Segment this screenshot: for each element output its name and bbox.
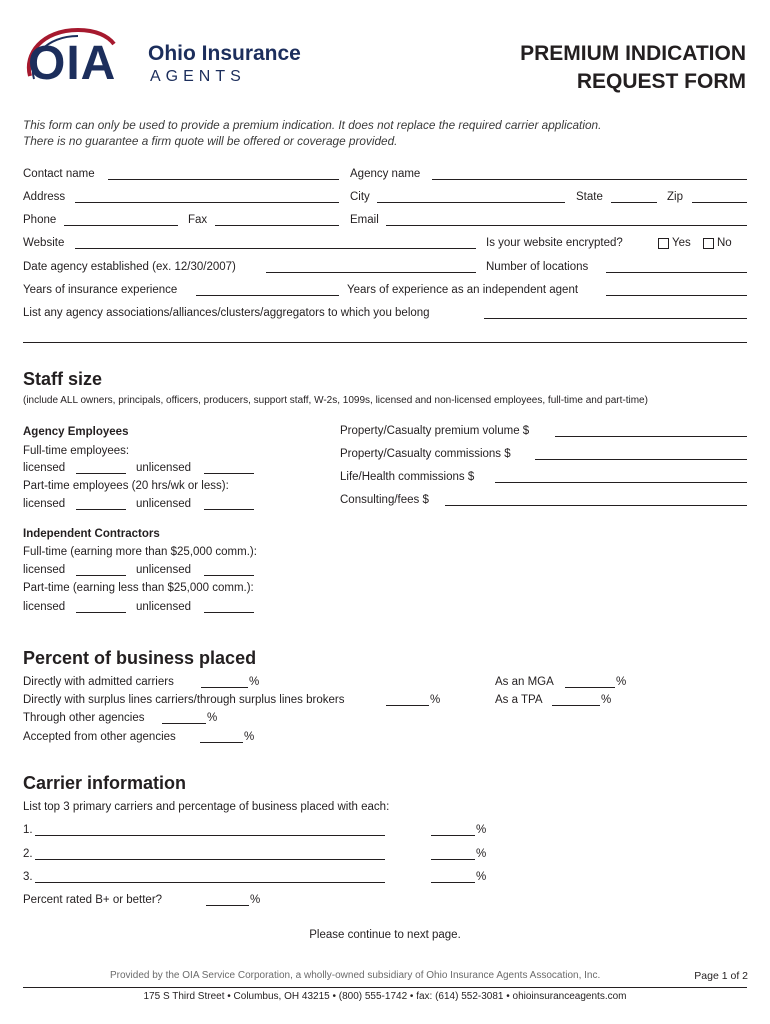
pc-commissions-label: Property/Casualty commissions $	[340, 448, 511, 460]
mga-label: As an MGA	[495, 676, 554, 688]
surplus-label: Directly with surplus lines carriers/through surplus lines brokers	[23, 694, 345, 706]
encrypted-yes-label: Yes	[672, 237, 691, 249]
city-label: City	[350, 191, 370, 203]
fax-field[interactable]	[215, 225, 339, 226]
pt-unlicensed-field[interactable]	[204, 509, 254, 510]
contractors-heading: Independent Contractors	[23, 528, 160, 540]
consulting-field[interactable]	[445, 505, 747, 506]
carrier-2-pct-field[interactable]	[431, 859, 475, 860]
lh-commissions-field[interactable]	[495, 482, 747, 483]
page-number: Page 1 of 2	[694, 970, 748, 982]
zip-field[interactable]	[692, 202, 747, 203]
ic-pt-licensed-field[interactable]	[76, 612, 126, 613]
agency-name-label: Agency name	[350, 168, 421, 180]
date-established-label: Date agency established (ex. 12/30/2007)	[23, 261, 236, 273]
phone-field[interactable]	[64, 225, 178, 226]
tpa-pct: %	[601, 694, 612, 706]
pt-licensed-label: licensed	[23, 498, 66, 510]
associations-label: List any agency associations/alliances/clusters/aggregators to which you belong	[23, 307, 430, 319]
tpa-label: As a TPA	[495, 694, 543, 706]
carrier-3-number: 3.	[23, 871, 33, 883]
num-locations-field[interactable]	[606, 272, 747, 273]
ic-ft-licensed-field[interactable]	[76, 575, 126, 576]
email-label: Email	[350, 214, 379, 226]
rated-pct: %	[250, 894, 261, 906]
associations-field[interactable]	[484, 318, 747, 319]
website-label: Website	[23, 237, 65, 249]
pc-premium-field[interactable]	[555, 436, 747, 437]
intro-line2: There is no guarantee a firm quote will be offered or coverage provided.	[23, 134, 398, 148]
accepted-pct: %	[244, 731, 255, 743]
full-time-employees-label: Full-time employees:	[23, 445, 130, 457]
encrypted-question: Is your website encrypted?	[486, 237, 623, 249]
ft-unlicensed-field[interactable]	[204, 473, 254, 474]
agency-employees-heading: Agency Employees	[23, 426, 129, 438]
years-experience-field[interactable]	[196, 295, 339, 296]
continue-note: Please continue to next page.	[309, 929, 461, 941]
footer-address: 175 S Third Street • Columbus, OH 43215 • (800) 555-1742 • fax: (614) 552-3081 • ohioinsuranceagents.com	[143, 991, 627, 1002]
form-title-line2: REQUEST FORM	[576, 70, 746, 93]
carrier-2-number: 2.	[23, 848, 33, 860]
ft-unlicensed-label: unlicensed	[136, 462, 191, 474]
mga-pct: %	[616, 676, 627, 688]
carrier-instruction: List top 3 primary carriers and percentage of business placed with each:	[23, 801, 390, 813]
surplus-pct: %	[430, 694, 441, 706]
city-field[interactable]	[377, 202, 565, 203]
address-label: Address	[23, 191, 66, 203]
lh-commissions-label: Life/Health commissions $	[340, 471, 475, 483]
brand-line1: Ohio Insurance	[148, 42, 301, 65]
provided-by: Provided by the OIA Service Corporation, a wholly-owned subsidiary of Ohio Insurance Agents Assocation, Inc.	[110, 970, 601, 981]
num-locations-label: Number of locations	[486, 261, 589, 273]
contact-name-field[interactable]	[108, 179, 339, 180]
email-field[interactable]	[386, 225, 747, 226]
admitted-label: Directly with admitted carriers	[23, 676, 174, 688]
carrier-2-name-field[interactable]	[35, 859, 385, 860]
pc-commissions-field[interactable]	[535, 459, 747, 460]
encrypted-no-label: No	[717, 237, 732, 249]
footer-divider	[23, 987, 747, 988]
part-time-employees-label: Part-time employees (20 hrs/wk or less):	[23, 480, 229, 492]
zip-label: Zip	[667, 191, 683, 203]
brand-line2: AGENTS	[150, 68, 246, 85]
admitted-pct: %	[249, 676, 260, 688]
ic-ft-licensed-label: licensed	[23, 564, 66, 576]
admitted-field[interactable]	[201, 687, 248, 688]
pt-unlicensed-label: unlicensed	[136, 498, 191, 510]
state-label: State	[576, 191, 603, 203]
mga-field[interactable]	[565, 687, 615, 688]
state-field[interactable]	[611, 202, 657, 203]
website-field[interactable]	[75, 248, 476, 249]
encrypted-yes-checkbox[interactable]	[658, 238, 669, 249]
ic-pt-unlicensed-field[interactable]	[204, 612, 254, 613]
date-established-field[interactable]	[266, 272, 476, 273]
carrier-1-pct-field[interactable]	[431, 835, 475, 836]
surplus-field[interactable]	[386, 705, 429, 706]
ic-pt-licensed-label: licensed	[23, 601, 66, 613]
oia-logo	[20, 24, 310, 94]
staff-size-note: (include ALL owners, principals, officers, producers, support staff, W-2s, 1099s, licensed and non-licensed employees, full-time and part-time)	[23, 395, 648, 406]
form-title-line1: PREMIUM INDICATION	[520, 42, 746, 65]
intro-line1: This form can only be used to provide a premium indication. It does not replace the required carrier application.	[23, 118, 602, 132]
rated-label: Percent rated B+ or better?	[23, 894, 163, 906]
agency-name-field[interactable]	[432, 179, 747, 180]
accepted-label: Accepted from other agencies	[23, 731, 176, 743]
carrier-3-pct-field[interactable]	[431, 882, 475, 883]
other-agencies-label: Through other agencies	[23, 712, 145, 724]
rated-field[interactable]	[206, 905, 249, 906]
ic-pt-unlicensed-label: unlicensed	[136, 601, 191, 613]
tpa-field[interactable]	[552, 705, 600, 706]
contractors-part-label: Part-time (earning less than $25,000 comm.):	[23, 582, 254, 594]
accepted-field[interactable]	[200, 742, 243, 743]
staff-size-heading: Staff size	[23, 369, 103, 389]
encrypted-no-checkbox[interactable]	[703, 238, 714, 249]
phone-label: Phone	[23, 214, 57, 226]
pt-licensed-field[interactable]	[76, 509, 126, 510]
carrier-2-pct: %	[476, 848, 487, 860]
carrier-3-name-field[interactable]	[35, 882, 385, 883]
associations-field-line2[interactable]	[23, 342, 747, 343]
ft-licensed-field[interactable]	[76, 473, 126, 474]
ic-ft-unlicensed-field[interactable]	[204, 575, 254, 576]
years-independent-label: Years of experience as an independent agent	[347, 284, 579, 296]
business-heading: Percent of business placed	[23, 648, 257, 668]
fax-label: Fax	[188, 214, 208, 226]
pc-premium-label: Property/Casualty premium volume $	[340, 425, 530, 437]
carrier-1-number: 1.	[23, 824, 33, 836]
other-agencies-field[interactable]	[162, 723, 206, 724]
contact-name-label: Contact name	[23, 168, 95, 180]
ft-licensed-label: licensed	[23, 462, 66, 474]
other-agencies-pct: %	[207, 712, 218, 724]
ic-ft-unlicensed-label: unlicensed	[136, 564, 191, 576]
carrier-1-name-field[interactable]	[35, 835, 385, 836]
logo-letters: OIA	[28, 37, 117, 90]
carrier-heading: Carrier information	[23, 773, 187, 793]
contractors-full-label: Full-time (earning more than $25,000 comm.):	[23, 546, 257, 558]
years-independent-field[interactable]	[606, 295, 747, 296]
consulting-label: Consulting/fees $	[340, 494, 429, 506]
years-experience-label: Years of insurance experience	[23, 284, 178, 296]
carrier-1-pct: %	[476, 824, 487, 836]
carrier-3-pct: %	[476, 871, 487, 883]
address-field[interactable]	[75, 202, 339, 203]
